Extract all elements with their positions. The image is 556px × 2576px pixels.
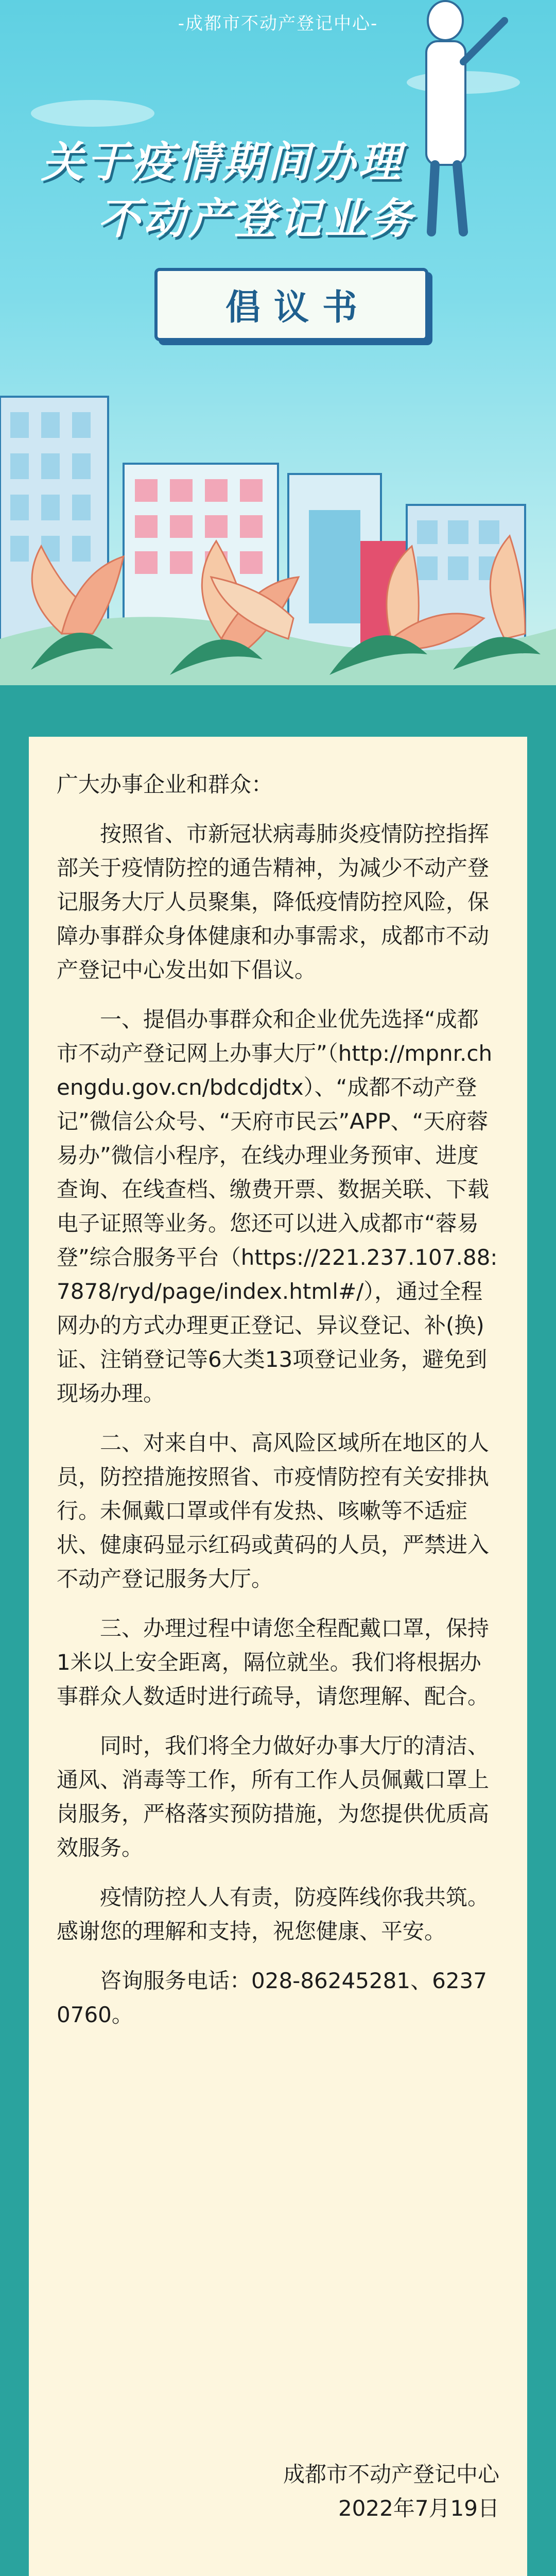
paragraph-1: 一、提倡办事群众和企业优先选择“成都市不动产登记网上办事大厅”（http://mpnr.chengdu.gov.cn/bdcdjdtx）、“成都不动产登记”微信公众号、“天府市民云”APP、“天府蓉易办”微信小程序，在线办理业务预审、进度查询、在线查档、缴费开票、数据关联、下载电子证照等业务。您还可以进入成都市“蓉易登”综合服务平台（https://221.237.107.88:7878/ryd/page/index.html#/），通过全程网办的方式办理更正登记、异议登记、补(换)证、注销登记等6大类13项登记业务，避免到现场办理。: [57, 1007, 498, 1406]
title-line-1: 关于疫情期间办理: [41, 138, 404, 187]
letter-content: [57, 768, 499, 2047]
signature-org: 成都市不动产登记中心: [283, 2462, 499, 2487]
title-line-2: 不动产登记业务: [98, 195, 415, 244]
signature-date: 2022年7月19日: [338, 2496, 499, 2521]
paragraph-3: 三、办理过程中请您全程配戴口罩，保持1米以上安全距离，隔位就坐。我们将根据办事群众人数适时进行疏导，请您理解、配合。: [57, 1616, 490, 1709]
signature: [283, 2458, 499, 2526]
paragraph-5: 疫情防控人人有责，防疫阵线你我共筑。感谢您的理解和支持，祝您健康、平安。: [57, 1885, 490, 1944]
paragraph-2: 二、对来自中、高风险区域所在地区的人员，防控措施按照省、市疫情防控有关安排执行。未佩戴口罩或伴有发热、咳嗽等不适症状、健康码显示红码或黄码的人员，严禁进入不动产登记服务大厅。: [57, 1430, 490, 1591]
greeting: 广大办事企业和群众：: [57, 772, 273, 797]
paragraph-intro: 按照省、市新冠状病毒肺炎疫情防控指挥部关于疫情防控的通告精神，为减少不动产登记服务大厅人员聚集，降低疫情防控风险，保障办事群众身体健康和办事需求，成都市不动产登记中心发出如下倡议。: [57, 821, 490, 982]
doctor-figure: [426, 1, 505, 232]
paragraph-4: 同时，我们将全力做好办事大厅的清洁、通风、消毒等工作，所有工作人员佩戴口罩上岗服务，严格落实预防措施，为您提供优质高效服务。: [57, 1733, 490, 1860]
proposal-banner: [154, 268, 428, 341]
paragraph-contact: 咨询服务电话：028-86245281、62370760。: [57, 1968, 487, 2027]
letter-panel: [29, 737, 527, 2576]
hero-illustration: [0, 0, 556, 732]
city-illustration: [0, 0, 556, 732]
banner-text: 倡议书: [225, 287, 371, 328]
org-header: -成都市不动产登记中心-: [178, 13, 378, 34]
